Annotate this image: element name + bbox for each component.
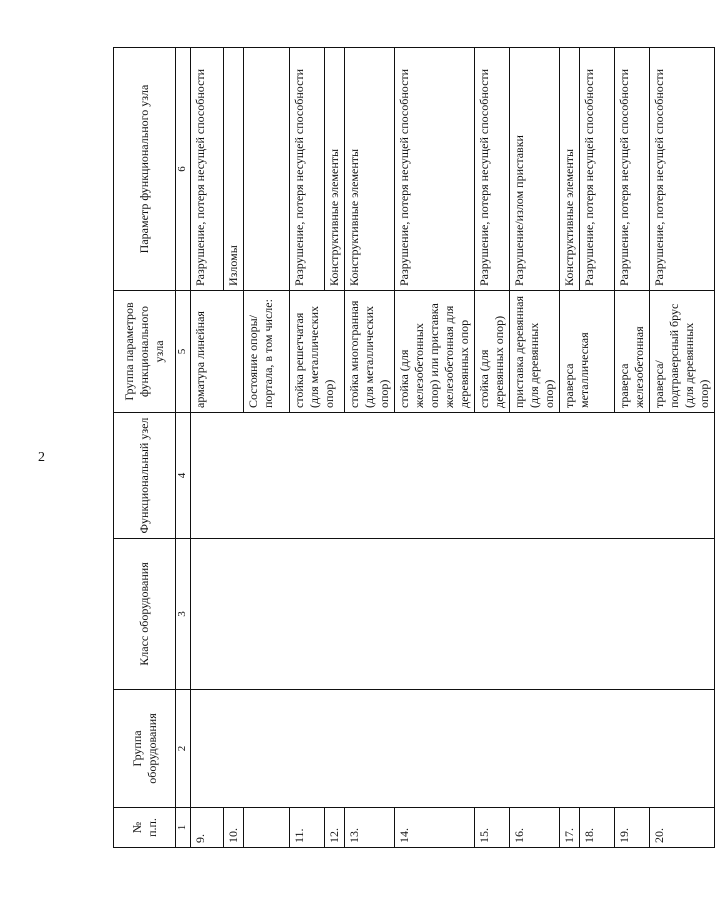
cell-group — [190, 690, 714, 808]
row-number: 13. — [344, 808, 394, 848]
cell-func-node — [190, 413, 714, 539]
cell-param: Разрушение/излом приставки — [509, 48, 559, 291]
cell-param: Разрушение, потеря несущей способности — [394, 48, 474, 291]
row-number: 19. — [614, 808, 649, 848]
cell-param: Разрушение, потеря несущей способности — [190, 48, 223, 291]
header-param: Параметр функционального узла — [114, 48, 176, 291]
row-number: 18. — [579, 808, 614, 848]
header-class: Класс оборудования — [114, 539, 176, 690]
cell-param-group: арматура линейная — [190, 291, 243, 413]
table-row — [190, 48, 223, 848]
row-number: 9. — [190, 808, 223, 848]
page-number: 2 — [38, 450, 45, 465]
col-number: 4 — [176, 413, 191, 539]
col-number: 1 — [176, 808, 191, 848]
cell-param-group: стойка многогранная (для металлических опор) — [344, 291, 394, 413]
row-number: 20. — [649, 808, 714, 848]
cell-param-group: стойка (для деревянных опор) — [474, 291, 509, 413]
column-number-row — [176, 48, 191, 848]
cell-param: Разрушение, потеря несущей способности — [614, 48, 649, 291]
cell-param-group: траверса металлическая — [559, 291, 614, 413]
cell-param-group: стойка решетчатая (для металлических опор) — [289, 291, 344, 413]
row-number: 15. — [474, 808, 509, 848]
cell-param-group: траверса железобетонная — [614, 291, 649, 413]
cell-param: Разрушение, потеря несущей способности — [474, 48, 509, 291]
cell-param: Разрушение, потеря несущей способности — [289, 48, 324, 291]
rotated-table-container — [113, 48, 711, 848]
row-number — [243, 808, 289, 848]
header-num: № п.п. — [114, 808, 176, 848]
col-number: 6 — [176, 48, 191, 291]
cell-param-group: Состояние опоры/портала, в том числе: — [243, 291, 289, 413]
header-row — [114, 48, 176, 848]
cell-param-group: приставка деревянная (для деревянных опор) — [509, 291, 559, 413]
col-number: 5 — [176, 291, 191, 413]
row-number: 17. — [559, 808, 579, 848]
cell-param-group: стойка (для железобетонных опор) или приставка железобетонная для деревянных опор — [394, 291, 474, 413]
cell-param: Конструктивные элементы — [324, 48, 344, 291]
cell-param: Разрушение, потеря несущей способности — [649, 48, 714, 291]
col-number: 3 — [176, 539, 191, 690]
row-number: 16. — [509, 808, 559, 848]
equipment-table — [113, 47, 715, 848]
cell-class — [190, 539, 714, 690]
cell-param: Разрушение, потеря несущей способности — [579, 48, 614, 291]
header-param-group: Группа параметров функционального узла — [114, 291, 176, 413]
row-number: 11. — [289, 808, 324, 848]
cell-param: Изломы — [223, 48, 243, 291]
cell-param: Конструктивные элементы — [559, 48, 579, 291]
cell-param — [243, 48, 289, 291]
cell-param-group: траверса/подтраверсный брус (для деревянных опор) — [649, 291, 714, 413]
cell-param: Конструктивные элементы — [344, 48, 394, 291]
row-number: 12. — [324, 808, 344, 848]
row-number: 10. — [223, 808, 243, 848]
header-func-node: Функциональный узел — [114, 413, 176, 539]
header-group: Группа оборудования — [114, 690, 176, 808]
col-number: 2 — [176, 690, 191, 808]
row-number: 14. — [394, 808, 474, 848]
